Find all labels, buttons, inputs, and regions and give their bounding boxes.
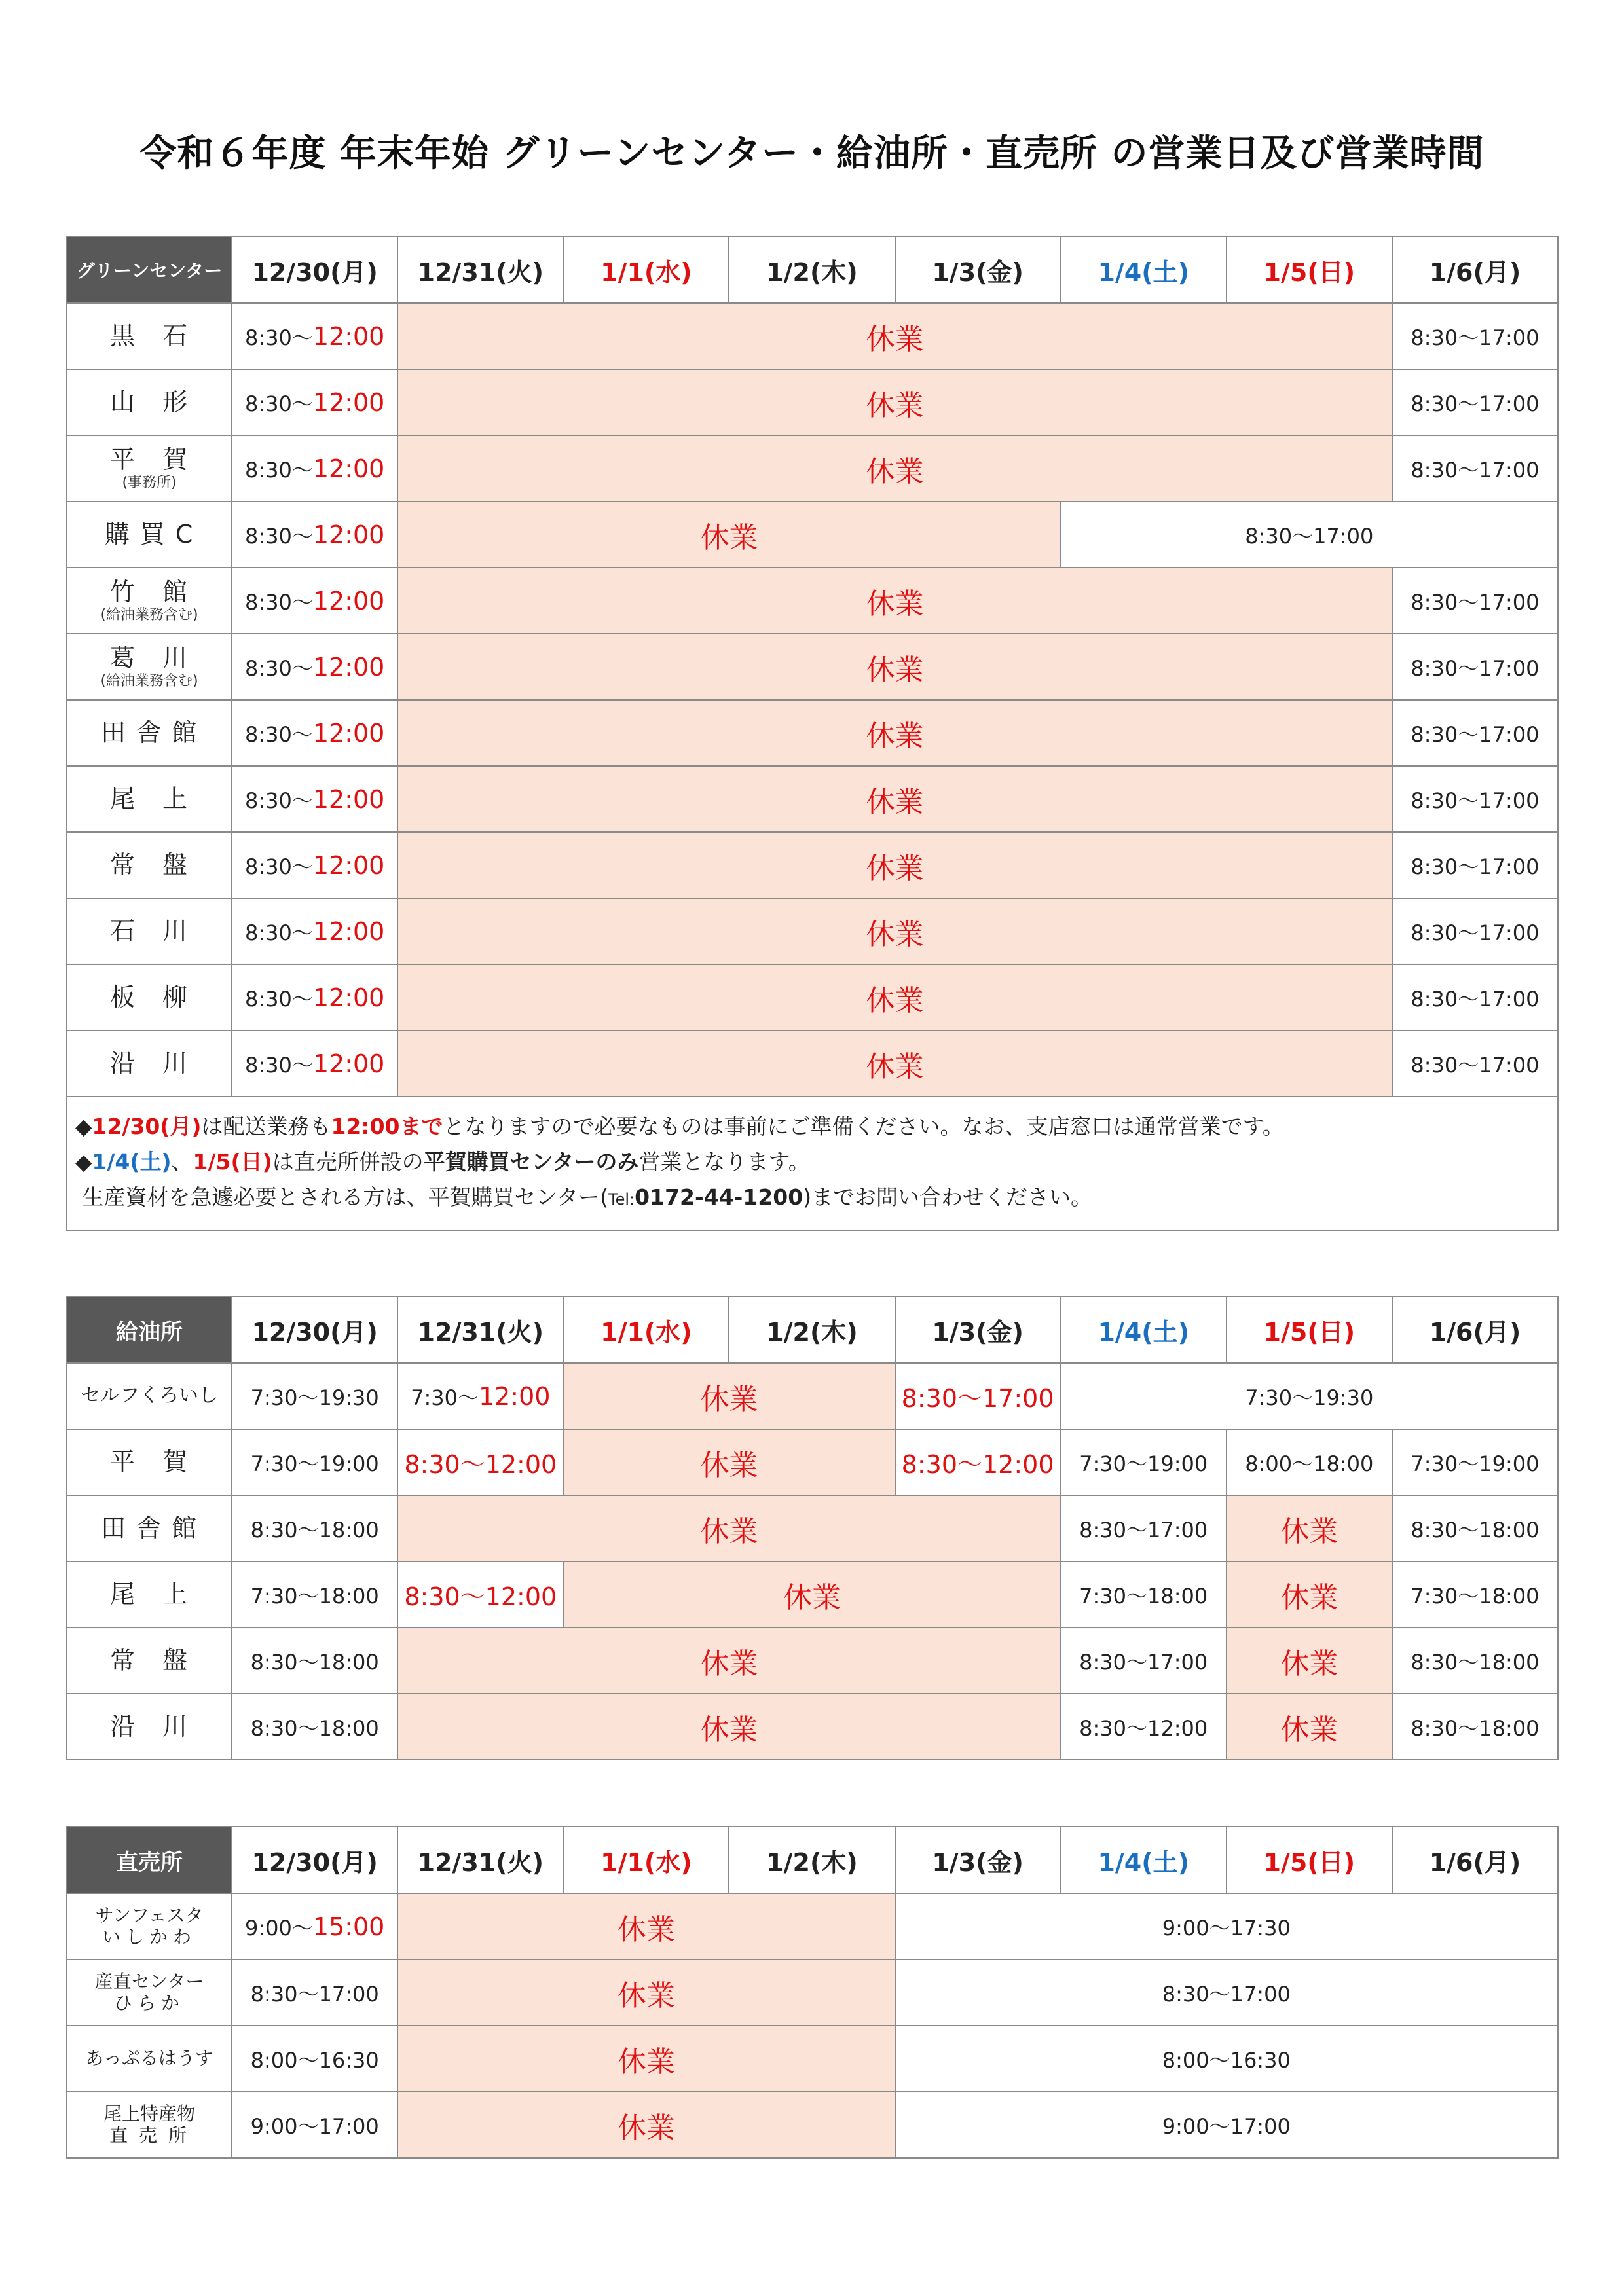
hours-cell: 7:30～12:00 <box>397 1363 563 1429</box>
hours-cell: 8:30～17:00 <box>1392 700 1558 766</box>
table-row <box>67 1561 1558 1628</box>
hours-cell: 8:30～12:00 <box>232 832 397 898</box>
day-header-saturday: 1/4(土) <box>1061 236 1227 303</box>
hours-cell: 8:30～17:00 <box>1392 568 1558 634</box>
store-name: サンフェスタ いしかわ <box>67 1893 232 1959</box>
store-name: 常 盤 <box>67 832 232 898</box>
hours-cell: 9:00～17:00 <box>895 2092 1558 2158</box>
store-name: 山 形 <box>67 369 232 435</box>
day-header-sunday: 1/5(日) <box>1227 1296 1392 1363</box>
hours-cell: 8:30～12:00 <box>232 568 397 634</box>
hours-cell: 8:30～17:00 <box>232 1959 397 2026</box>
store-name: 黒 石 <box>67 303 232 369</box>
table-row <box>67 1959 1558 2026</box>
hours-cell: 8:30～12:00 <box>1061 1694 1227 1760</box>
table-row <box>67 1495 1558 1561</box>
hours-cell: 7:30～18:00 <box>1392 1561 1558 1628</box>
note-line-1: ◆12/30(月)は配送業務も12:00までとなりますので必要なものは事前にご準備ください。なお、支店窓口は通常営業です。 <box>75 1114 1284 1139</box>
hours-cell: 8:30～12:00 <box>232 1030 397 1097</box>
table-row <box>67 634 1558 700</box>
table-row <box>67 766 1558 832</box>
closed-cell: 休業 <box>563 1363 895 1429</box>
closed-cell: 休業 <box>397 1628 1060 1694</box>
day-header: 12/31(火) <box>397 1296 563 1363</box>
hours-cell: 7:30～19:30 <box>232 1363 397 1429</box>
hours-cell: 7:30～18:00 <box>232 1561 397 1628</box>
hours-cell: 8:30～17:00 <box>1392 898 1558 964</box>
hours-cell: 7:30～19:30 <box>1061 1363 1558 1429</box>
closed-cell: 休業 <box>397 501 1060 568</box>
hours-cell: 8:30～12:00 <box>232 700 397 766</box>
direct-sales-table <box>66 1826 1559 2159</box>
hours-cell: 8:30～12:00 <box>232 303 397 369</box>
table-row <box>67 369 1558 435</box>
hours-cell: 8:30～18:00 <box>1392 1495 1558 1561</box>
table-row <box>67 1030 1558 1097</box>
section-header: 給油所 <box>67 1296 232 1363</box>
day-header-sunday: 1/5(日) <box>1227 236 1392 303</box>
table-row <box>67 2026 1558 2092</box>
hours-cell: 8:30～12:00 <box>397 1561 563 1628</box>
hours-cell: 8:30～17:00 <box>1392 369 1558 435</box>
day-header: 1/3(金) <box>895 1827 1061 1893</box>
table-row <box>67 1363 1558 1429</box>
hours-cell: 8:30～12:00 <box>232 766 397 832</box>
hours-cell: 7:30～19:00 <box>232 1429 397 1495</box>
table-row <box>67 501 1558 568</box>
hours-cell: 8:00～16:30 <box>895 2026 1558 2092</box>
notes-row <box>67 1097 1558 1231</box>
closed-cell: 休業 <box>397 1893 895 1959</box>
hours-cell: 8:30～17:00 <box>895 1959 1558 2026</box>
closed-cell: 休業 <box>397 2092 895 2158</box>
hours-cell: 9:00～17:30 <box>895 1893 1558 1959</box>
note-line-2: ◆1/4(土)、1/5(日)は直売所併設の平賀購買センターのみ営業となります。 <box>75 1149 810 1175</box>
hours-cell: 8:30～17:00 <box>1061 501 1558 568</box>
closed-cell: 休業 <box>397 2026 895 2092</box>
store-name: 田 舎 館 <box>67 700 232 766</box>
closed-cell: 休業 <box>1227 1628 1392 1694</box>
hours-cell: 8:30～17:00 <box>1392 1030 1558 1097</box>
store-name: 板 柳 <box>67 964 232 1030</box>
day-header-holiday: 1/1(水) <box>563 236 729 303</box>
closed-cell: 休業 <box>397 634 1392 700</box>
closed-cell: 休業 <box>397 832 1392 898</box>
closed-cell: 休業 <box>397 1694 1060 1760</box>
hours-cell: 8:30～17:00 <box>1061 1628 1227 1694</box>
header-row <box>67 1827 1558 1893</box>
closed-cell: 休業 <box>397 369 1392 435</box>
day-header: 12/31(火) <box>397 236 563 303</box>
hours-cell: 8:30～17:00 <box>1392 832 1558 898</box>
store-name: 購 買 C <box>67 501 232 568</box>
closed-cell: 休業 <box>397 568 1392 634</box>
closed-cell: 休業 <box>397 1959 895 2026</box>
header-row <box>67 236 1558 303</box>
closed-cell: 休業 <box>397 964 1392 1030</box>
day-header: 1/2(木) <box>729 236 895 303</box>
closed-cell: 休業 <box>563 1561 1060 1628</box>
table-row <box>67 898 1558 964</box>
section-header: 直売所 <box>67 1827 232 1893</box>
hours-cell: 8:30～12:00 <box>397 1429 563 1495</box>
closed-cell: 休業 <box>397 435 1392 501</box>
store-name: 尾 上 <box>67 1561 232 1628</box>
store-name: 沿 川 <box>67 1030 232 1097</box>
store-name: 常 盤 <box>67 1628 232 1694</box>
hours-cell: 7:30～19:00 <box>1392 1429 1558 1495</box>
hours-cell: 8:30～17:00 <box>1392 964 1558 1030</box>
table-row <box>67 964 1558 1030</box>
hours-cell: 8:30～18:00 <box>1392 1694 1558 1760</box>
closed-cell: 休業 <box>1227 1694 1392 1760</box>
table-row <box>67 2092 1558 2158</box>
day-header: 12/30(月) <box>232 236 397 303</box>
table-row <box>67 1893 1558 1959</box>
day-header: 1/2(木) <box>729 1296 895 1363</box>
hours-cell: 8:30～12:00 <box>232 634 397 700</box>
day-header: 1/6(月) <box>1392 236 1558 303</box>
closed-cell: 休業 <box>563 1429 895 1495</box>
closed-cell: 休業 <box>397 303 1392 369</box>
hours-cell: 8:30～18:00 <box>232 1628 397 1694</box>
store-name: あっぷるはうす <box>67 2026 232 2092</box>
closed-cell: 休業 <box>397 1495 1060 1561</box>
table-row <box>67 832 1558 898</box>
day-header-sunday: 1/5(日) <box>1227 1827 1392 1893</box>
header-row <box>67 1296 1558 1363</box>
green-center-table <box>66 236 1559 1231</box>
day-header: 1/6(月) <box>1392 1296 1558 1363</box>
hours-cell: 9:00～15:00 <box>232 1893 397 1959</box>
closed-cell: 休業 <box>397 766 1392 832</box>
table-row <box>67 1628 1558 1694</box>
store-name: 産直センター ひらか <box>67 1959 232 2026</box>
table-row <box>67 303 1558 369</box>
table-row <box>67 435 1558 501</box>
closed-cell: 休業 <box>397 1030 1392 1097</box>
hours-cell: 8:00～16:30 <box>232 2026 397 2092</box>
hours-cell: 7:30～18:00 <box>1061 1561 1227 1628</box>
section-header: グリーンセンター <box>67 236 232 303</box>
store-name: セルフくろいし <box>67 1363 232 1429</box>
hours-cell: 8:30～12:00 <box>232 898 397 964</box>
day-header: 1/3(金) <box>895 1296 1061 1363</box>
hours-cell: 8:30～17:00 <box>1392 634 1558 700</box>
table-row <box>67 1429 1558 1495</box>
closed-cell: 休業 <box>1227 1561 1392 1628</box>
hours-cell: 8:30～12:00 <box>232 964 397 1030</box>
day-header: 12/30(月) <box>232 1296 397 1363</box>
hours-cell: 7:30～19:00 <box>1061 1429 1227 1495</box>
day-header: 1/3(金) <box>895 236 1061 303</box>
gas-station-table <box>66 1296 1559 1760</box>
hours-cell: 8:30～17:00 <box>1392 303 1558 369</box>
day-header-saturday: 1/4(土) <box>1061 1296 1227 1363</box>
hours-cell: 8:00～18:00 <box>1227 1429 1392 1495</box>
store-name: 沿 川 <box>67 1694 232 1760</box>
page-title: 令和６年度 年末年始 グリーンセンター・給油所・直売所 の営業日及び営業時間 <box>139 132 1485 175</box>
hours-cell: 8:30～17:00 <box>1061 1495 1227 1561</box>
store-name: 尾 上 <box>67 766 232 832</box>
hours-cell: 8:30～12:00 <box>232 369 397 435</box>
hours-cell: 8:30～12:00 <box>895 1429 1061 1495</box>
day-header-holiday: 1/1(水) <box>563 1827 729 1893</box>
hours-cell: 8:30～17:00 <box>895 1363 1061 1429</box>
hours-cell: 9:00～17:00 <box>232 2092 397 2158</box>
day-header: 12/31(火) <box>397 1827 563 1893</box>
closed-cell: 休業 <box>1227 1495 1392 1561</box>
hours-cell: 8:30～18:00 <box>1392 1628 1558 1694</box>
hours-cell: 8:30～17:00 <box>1392 435 1558 501</box>
table-row <box>67 1694 1558 1760</box>
hours-cell: 8:30～12:00 <box>232 501 397 568</box>
hours-cell: 8:30～18:00 <box>232 1694 397 1760</box>
store-name: 平 賀 <box>67 1429 232 1495</box>
store-name: 平 賀 (事務所) <box>67 435 232 501</box>
table-row <box>67 700 1558 766</box>
day-header: 1/6(月) <box>1392 1827 1558 1893</box>
hours-cell: 8:30～17:00 <box>1392 766 1558 832</box>
store-name: 田 舎 館 <box>67 1495 232 1561</box>
store-name: 竹 館 (給油業務含む) <box>67 568 232 634</box>
hours-cell: 8:30～12:00 <box>232 435 397 501</box>
day-header-holiday: 1/1(水) <box>563 1296 729 1363</box>
closed-cell: 休業 <box>397 700 1392 766</box>
table-row <box>67 568 1558 634</box>
day-header: 12/30(月) <box>232 1827 397 1893</box>
store-name: 尾上特産物 直 売 所 <box>67 2092 232 2158</box>
store-name: 石 川 <box>67 898 232 964</box>
day-header: 1/2(木) <box>729 1827 895 1893</box>
note-line-3: 生産資材を急遽必要とされる方は、平賀購買センター(Tel:0172-44-1200)までお問い合わせください。 <box>82 1184 1093 1210</box>
hours-cell: 8:30～18:00 <box>232 1495 397 1561</box>
store-name: 葛 川 (給油業務含む) <box>67 634 232 700</box>
closed-cell: 休業 <box>397 898 1392 964</box>
notes-cell <box>67 1097 1558 1231</box>
day-header-saturday: 1/4(土) <box>1061 1827 1227 1893</box>
